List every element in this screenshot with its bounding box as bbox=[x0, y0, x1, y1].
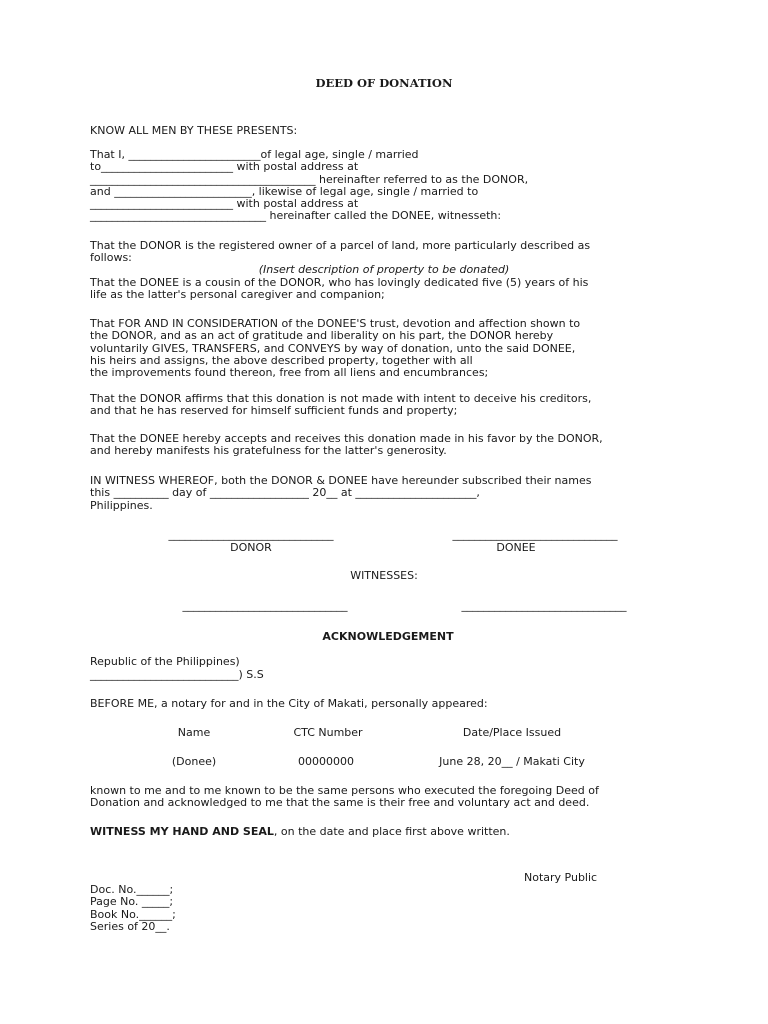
known-line: known to me and to me known to be the same persons who executed the foregoing Deed of bbox=[90, 784, 599, 797]
witness-whereof-line: this __________ day of __________________ 20__ at ______________________, bbox=[90, 486, 480, 499]
parties-line: That I, ________________________of legal age, single / married bbox=[90, 148, 419, 161]
donor-signature-line: ______________________________ bbox=[168, 528, 334, 541]
donee-signature-line: ______________________________ bbox=[452, 528, 618, 541]
acknowledgement-heading: ACKNOWLEDGEMENT bbox=[322, 630, 454, 643]
donee-label: DONEE bbox=[496, 541, 536, 554]
witnesses-label: WITNESSES: bbox=[350, 569, 418, 582]
consideration-line: the improvements found thereon, free from all liens and encumbrances; bbox=[90, 366, 489, 379]
table-cell-name: (Donee) bbox=[171, 755, 217, 768]
ownership-line: That the DONOR is the registered owner of a parcel of land, more particularly described as bbox=[90, 239, 591, 252]
parties-line: to________________________ with postal address at bbox=[90, 160, 359, 173]
ss-line: ___________________________) S.S bbox=[90, 668, 264, 681]
witness-hand-line bbox=[90, 826, 510, 839]
consideration-line: the DONOR, and as an act of gratitude and liberality on his part, the DONOR hereby bbox=[90, 329, 554, 342]
affirmation-line: That the DONOR affirms that this donation is not made with intent to deceive his creditors, bbox=[90, 392, 592, 405]
document-title: DEED OF DONATION bbox=[315, 76, 453, 90]
witness-whereof-line: IN WITNESS WHEREOF, both the DONOR & DONEE have hereunder subscribed their names bbox=[90, 474, 592, 487]
doc-no-line: Doc. No.______; bbox=[90, 883, 174, 896]
notary-public-label: Notary Public bbox=[524, 871, 598, 884]
consideration-line: That FOR AND IN CONSIDERATION of the DONEE'S trust, devotion and affection shown to bbox=[90, 317, 581, 330]
table-cell-ctc: 00000000 bbox=[298, 755, 354, 768]
witness-two-signature-line: ______________________________ bbox=[461, 599, 627, 612]
republic-line: Republic of the Philippines) bbox=[90, 655, 240, 668]
donor-label: DONOR bbox=[230, 541, 272, 554]
series-line: Series of 20__. bbox=[90, 920, 170, 933]
consideration-line: voluntarily GIVES, TRANSFERS, and CONVEYS by way of donation, unto the said DONEE, bbox=[90, 342, 576, 355]
parties-line: __________________________ with postal address at bbox=[90, 197, 359, 210]
book-no-line: Book No.______; bbox=[90, 908, 176, 921]
parties-line: ________________________________ hereinafter called the DONEE, witnesseth: bbox=[90, 209, 502, 222]
parties-line: _________________________________________ hereinafter referred to as the DONOR, bbox=[90, 173, 529, 186]
witness-hand-bold: WITNESS MY HAND AND SEAL bbox=[90, 825, 274, 838]
salutation: KNOW ALL MEN BY THESE PRESENTS: bbox=[90, 124, 298, 137]
page-no-line: Page No. _____; bbox=[90, 895, 174, 908]
table-header-date-place: Date/Place Issued bbox=[462, 726, 562, 739]
affirmation-line: and that he has reserved for himself sufficient funds and property; bbox=[90, 404, 458, 417]
property-placeholder: (Insert description of property to be donated) bbox=[258, 263, 510, 276]
consideration-line: his heirs and assigns, the above described property, together with all bbox=[90, 354, 473, 367]
table-header-ctc: CTC Number bbox=[293, 726, 363, 739]
acceptance-line: That the DONEE hereby accepts and receives this donation made in his favor by the DONOR, bbox=[90, 432, 603, 445]
cousin-line: life as the latter's personal caregiver and companion; bbox=[90, 288, 385, 301]
cousin-line: That the DONEE is a cousin of the DONOR, who has lovingly dedicated five (5) years of his bbox=[90, 276, 589, 289]
witness-hand-rest: , on the date and place first above written. bbox=[273, 825, 510, 838]
ownership-line: follows: bbox=[90, 251, 132, 264]
table-cell-date-place: June 28, 20__ / Makati City bbox=[439, 755, 585, 768]
parties-line: and _________________________, likewise of legal age, single / married to bbox=[90, 185, 479, 198]
witness-one-signature-line: ______________________________ bbox=[182, 599, 348, 612]
known-line: Donation and acknowledged to me that the same is their free and voluntary act and deed. bbox=[90, 796, 590, 809]
acceptance-line: and hereby manifests his gratefulness for the latter's generosity. bbox=[90, 444, 447, 457]
before-me-line: BEFORE ME, a notary for and in the City of Makati, personally appeared: bbox=[90, 697, 488, 710]
table-header-name: Name bbox=[177, 726, 211, 739]
witness-whereof-line: Philippines. bbox=[90, 499, 153, 512]
